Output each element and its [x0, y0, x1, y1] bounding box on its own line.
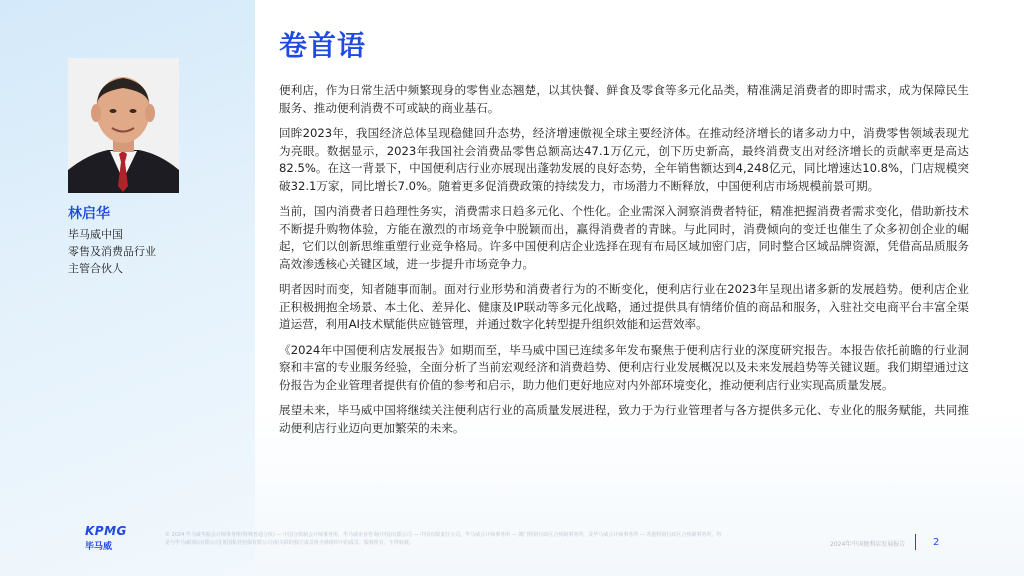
- footer-report-name: 2024年中国便利店发展报告: [830, 541, 906, 548]
- paragraph-2: 回眸2023年，我国经济总体呈现稳健回升态势，经济增速傲视全球主要经济体。在推动经济增长的诸多动力中，消费零售领域表现尤为亮眼。数据显示，2023年我国社会消费品零售总额高达47.1万亿元，创下历史新高，最终消费支出对经济增长的贡献率更是高达82.5%。在这一背景下，中国便利店行业亦展现出蓬勃发展的良好态势，全年销售额达到4,248亿元，同比增速达10.8%，门店规模突破32.1万家，同比增长7.0%。随着更多促消费政策的持续发力，市场潜力不断释放，中国便利店市场规模前景可期。: [279, 126, 969, 193]
- kpmg-chinese-name: 毕马威: [85, 542, 113, 552]
- footer-disclaimer: © 2024 毕马威华振会计师事务所(特殊普通合伙) — 中国合伙制会计师事务所，毕马威企业咨询(中国)有限公司 — 中国有限责任公司，毕马威会计师事务所 — 澳门特别行政区合伙制事务所，及毕马威会计师事务所 — 香港特别行政区合伙制事务所，均是与毕马威国际有限公司(英国私营担保有限公司)相关联的独立成员所全球组织中的成员。版权所有，不得转载。: [165, 532, 722, 546]
- portrait-illustration: [68, 58, 179, 193]
- page-title: 卷首语: [279, 29, 367, 62]
- paragraph-5: 《2024年中国便利店发展报告》如期而至，毕马威中国已连续多年发布聚焦于便利店行业的深度研究报告。本报告依托前瞻的行业洞察和丰富的专业服务经验，全面分析了当前宏观经济和消费趋势、便利店行业发展概况以及未来发展趋势等关键议题。我们期望通过这份报告为企业管理者提供有价值的参考和启示，助力他们更好地应对内外部环境变化，推动便利店行业实现高质量发展。: [279, 342, 969, 392]
- foreword-body: [279, 82, 969, 445]
- page-number: 2: [933, 537, 940, 548]
- author-position: 主管合伙人: [68, 262, 123, 275]
- paragraph-6: 展望未来，毕马威中国将继续关注便利店行业的高质量发展进程，致力于为行业管理者与各方提供多元化、专业化的服务赋能，共同推动便利店行业迈向更加繁荣的未来。: [279, 403, 969, 435]
- paragraph-4: 明者因时而变，知者随事而制。面对行业形势和消费者行为的不断变化，便利店行业在2023年呈现出诸多新的发展趋势。便利店企业正积极拥抱全场景、本土化、差异化、健康及IP联动等多元化战略，通过提供具有情绪价值的商品和服务，入驻社交电商平台丰富全渠道运营，利用AI技术赋能供应链管理，并通过数字化转型提升组织效能和运营效率。: [279, 282, 969, 331]
- author-department: 零售及消费品行业: [68, 245, 156, 258]
- kpmg-wordmark: KPMG: [85, 524, 127, 538]
- portrait-photo: [68, 58, 179, 193]
- footer-divider: [915, 534, 916, 550]
- author-company: 毕马威中国: [68, 228, 123, 241]
- paragraph-3: 当前，国内消费者日趋理性务实，消费需求日趋多元化、个性化。企业需深入洞察消费者特征，精准把握消费者需求变化，借助新技术不断提升购物体验，方能在激烈的市场竞争中脱颖而出，赢得消费者的青睐。与此同时，消费倾向的变迁也催生了众多初创企业的崛起，它们以创新思维重塑行业竞争格局。许多中国便利店企业选择在现有布局区域加密门店，同时整合区域品牌资源，凭借高品质服务高效渗透核心关键区域，进一步提升市场竞争力。: [279, 204, 969, 271]
- paragraph-1: 便利店，作为日常生活中频繁现身的零售业态翘楚，以其快餐、鲜食及零食等多元化品类，精准满足消费者的即时需求，成为保障民生服务、推动便利消费不可或缺的商业基石。: [279, 83, 969, 115]
- author-name: 林启华: [68, 206, 110, 222]
- kpmg-logo: [85, 524, 127, 552]
